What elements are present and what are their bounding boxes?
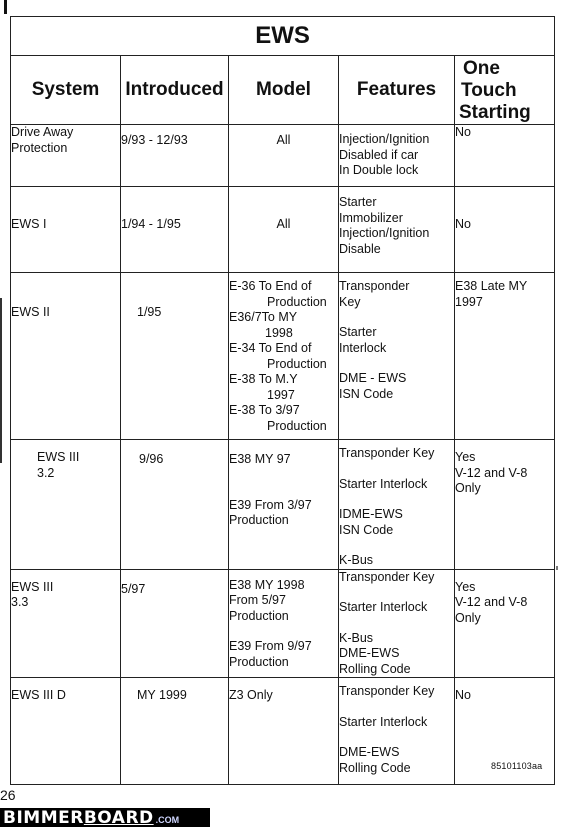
cell-model <box>229 678 339 785</box>
header-one-touch-starting <box>455 56 555 125</box>
cell-line: From 5/97 <box>229 593 286 607</box>
cell-line: DME-EWS <box>339 745 400 759</box>
cell-introduced: MY 1999 <box>121 678 229 785</box>
cell-line: No <box>455 688 471 702</box>
page-number: 26 <box>0 787 16 803</box>
line-gap <box>339 356 454 371</box>
table-row <box>11 678 555 785</box>
cell-line: E-38 To M.Y <box>229 372 298 386</box>
site-logo[interactable] <box>0 808 210 827</box>
cell-line: Transponder <box>339 279 410 293</box>
cell-features <box>339 125 455 187</box>
scan-speck <box>556 566 558 570</box>
cell-system <box>11 678 121 785</box>
ews-table <box>10 16 555 785</box>
cell-line: E-34 To End of <box>229 341 312 355</box>
cell-model <box>229 440 339 570</box>
cell-line: E-36 To End of <box>229 279 312 293</box>
cell-line: ISN Code <box>339 386 394 401</box>
cell-line: Production <box>229 513 289 527</box>
cell-line: K-Bus <box>339 630 374 645</box>
cell-one-touch <box>455 125 555 187</box>
cell-line: K-Bus <box>339 553 374 567</box>
cell-line: DME - EWS <box>339 371 407 385</box>
cell-line: ISN Code <box>339 522 394 537</box>
diagram-code: 85101103aa <box>491 761 543 771</box>
line-gap <box>339 310 454 325</box>
cell-line: E39 From 3/97 <box>229 497 312 512</box>
cell-line: EWS III D <box>11 688 66 702</box>
cell-features <box>339 273 455 440</box>
cell-line: E38 Late MY <box>455 279 528 293</box>
cell-model <box>229 569 339 678</box>
cell-line: Starter Interlock <box>339 714 428 729</box>
cell-line: EWS III <box>37 450 80 464</box>
cell-line: All <box>276 217 291 231</box>
cell-model <box>229 273 339 440</box>
table-row <box>11 273 555 440</box>
cell-line: E-38 To 3/97 <box>229 403 300 417</box>
cell-line: Injection/Ignition <box>339 132 430 146</box>
logo-word-b: BOARD <box>83 807 154 828</box>
scan-corner-mark <box>4 0 7 14</box>
cell-features <box>339 678 455 785</box>
line-gap <box>229 483 338 498</box>
cell-line: Z3 Only <box>229 688 273 702</box>
cell-line: Disable <box>339 241 381 256</box>
cell-line: All <box>276 133 291 147</box>
cell-line: Yes <box>455 579 476 594</box>
cell-one-touch <box>455 440 555 570</box>
cell-line: 1997 <box>267 387 295 402</box>
cell-line: Injection/Ignition <box>339 226 430 240</box>
cell-line: DME-EWS <box>339 646 400 660</box>
cell-line: Production <box>267 294 327 309</box>
cell-line: V-12 and V-8 <box>455 595 528 609</box>
cell-system <box>11 273 121 440</box>
cell-line: Rolling Code <box>339 661 411 676</box>
cell-line: Yes <box>455 450 476 464</box>
header-one-touch-line: One <box>463 58 500 79</box>
line-gap <box>339 492 454 507</box>
line-gap <box>339 616 454 631</box>
cell-line: Production <box>267 418 327 433</box>
logo-wordmark <box>3 808 154 828</box>
cell-line: Starter <box>339 325 377 339</box>
header-row <box>11 56 555 125</box>
cell-features <box>339 440 455 570</box>
cell-introduced: 9/93 - 12/93 <box>121 125 229 187</box>
cell-line: No <box>455 217 471 231</box>
cell-system <box>11 440 121 570</box>
cell-line: Interlock <box>339 340 387 355</box>
cell-system <box>11 569 121 678</box>
cell-features <box>339 569 455 678</box>
logo-word-a: BIMMER <box>3 807 84 828</box>
cell-introduced: 5/97 <box>121 569 229 678</box>
cell-one-touch <box>455 569 555 678</box>
line-gap <box>339 585 454 600</box>
line-gap <box>229 468 338 483</box>
cell-line: Starter Interlock <box>339 476 428 491</box>
cell-line: No <box>455 125 471 139</box>
cell-line: 1998 <box>265 325 293 340</box>
cell-system <box>11 187 121 273</box>
cell-line: IDME-EWS <box>339 507 403 521</box>
cell-line: Drive Away <box>11 125 74 139</box>
cell-model <box>229 125 339 187</box>
logo-domain: .COM <box>155 814 180 825</box>
cell-line: EWS I <box>11 217 47 231</box>
cell-line: Transponder Key <box>339 569 435 584</box>
line-gap <box>339 462 454 477</box>
cell-introduced: 1/94 - 1/95 <box>121 187 229 273</box>
cell-system <box>11 125 121 187</box>
cell-line: V-12 and V-8 <box>455 465 528 480</box>
cell-line: Protection <box>11 140 68 155</box>
header-one-touch-line: Starting <box>459 102 531 123</box>
cell-introduced: 1/95 <box>121 273 229 440</box>
header-features: Features <box>339 56 455 125</box>
header-introduced: Introduced <box>121 56 229 125</box>
cell-line: Only <box>455 610 481 625</box>
cell-line: Only <box>455 481 481 495</box>
line-gap <box>339 538 454 553</box>
table-row <box>11 187 555 273</box>
header-one-touch-line: Touch <box>461 80 517 101</box>
cell-model <box>229 187 339 273</box>
cell-line: Production <box>267 356 327 371</box>
cell-line: 3.2 <box>37 465 55 480</box>
cell-line: E39 From 9/97 <box>229 639 312 653</box>
cell-line: Rolling Code <box>339 760 411 775</box>
cell-line: Starter <box>339 195 377 209</box>
cell-line: Production <box>229 608 289 623</box>
table-row <box>11 125 555 187</box>
cell-features <box>339 187 455 273</box>
cell-line: 1997 <box>455 294 483 309</box>
cell-line: E38 MY 1998 <box>229 577 305 592</box>
table-row <box>11 440 555 570</box>
margin-bracket <box>0 298 5 463</box>
cell-line: Disabled if car <box>339 147 419 162</box>
line-gap <box>229 624 338 639</box>
cell-line: 3.3 <box>11 595 29 609</box>
cell-line: In Double lock <box>339 163 419 177</box>
cell-one-touch <box>455 273 555 440</box>
header-model: Model <box>229 56 339 125</box>
line-gap <box>339 700 454 715</box>
cell-line: EWS III <box>11 579 54 594</box>
table-title: EWS <box>11 17 555 56</box>
cell-line: Key <box>339 294 361 309</box>
line-gap <box>339 730 454 745</box>
cell-line: E38 MY 97 <box>229 452 291 466</box>
cell-line: EWS II <box>11 305 50 319</box>
cell-line: Immobilizer <box>339 210 403 225</box>
cell-line: Transponder Key <box>339 446 435 460</box>
cell-line: Starter Interlock <box>339 600 428 614</box>
table-row <box>11 569 555 678</box>
cell-line: E36/7To MY <box>229 310 298 324</box>
cell-introduced: 9/96 <box>121 440 229 570</box>
cell-one-touch <box>455 187 555 273</box>
cell-line: Production <box>229 654 289 669</box>
cell-line: Transponder Key <box>339 684 435 698</box>
header-system: System <box>11 56 121 125</box>
